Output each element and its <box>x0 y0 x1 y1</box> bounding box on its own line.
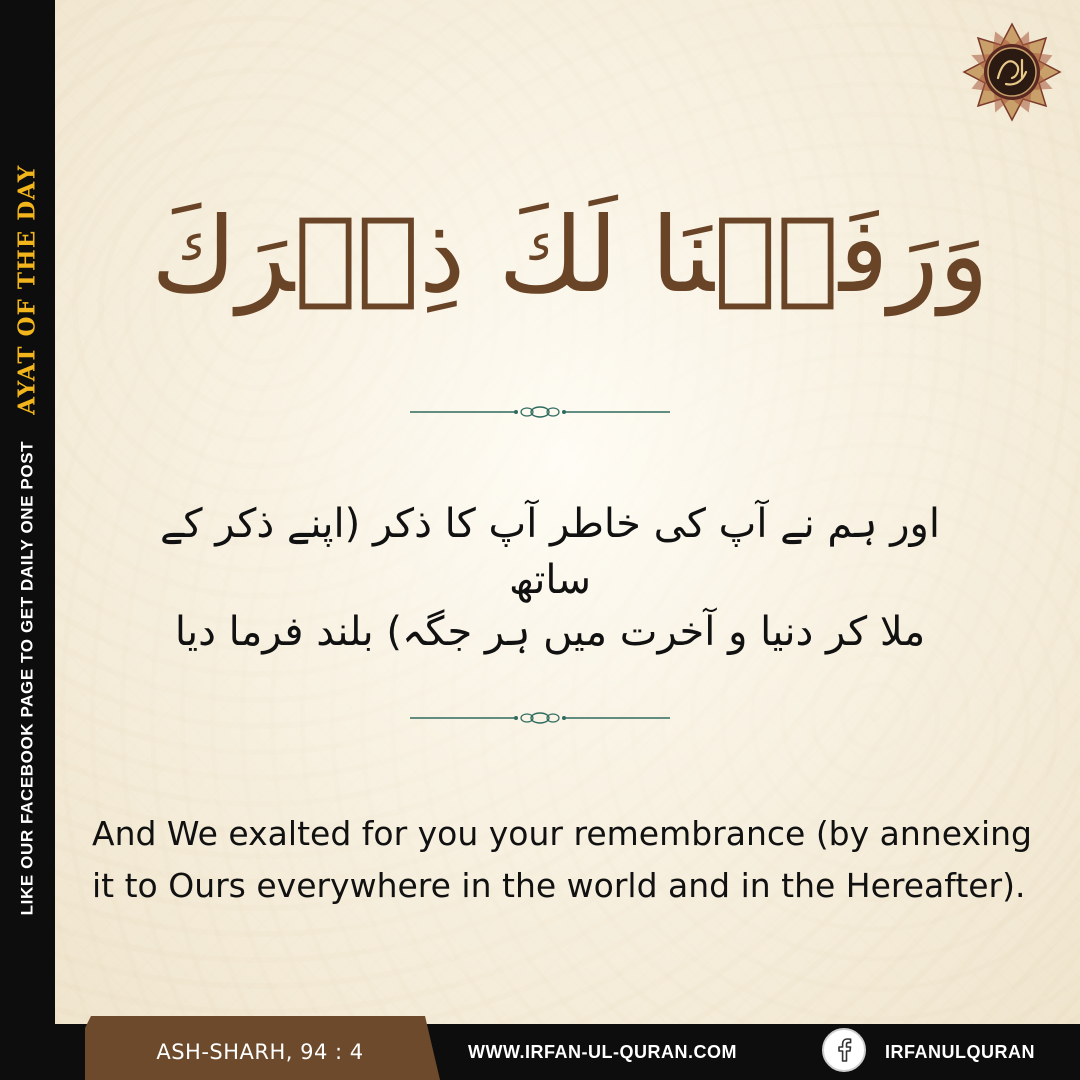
urdu-translation-line-1: اور ہم نے آپ کی خاطر آپ کا ذکر (اپنے ذکر کے ساتھ <box>160 501 940 603</box>
english-translation: And We exalted for you your remembrance (by annexing it to Ours everywhere in the world and in the Hereafter). <box>92 814 1032 905</box>
ornament-divider-top <box>410 402 670 422</box>
arabic-verse: وَرَفَعۡنَا لَكَ ذِكۡرَكَ <box>151 194 989 316</box>
logo-seal-icon <box>962 22 1062 122</box>
side-text <box>14 165 41 916</box>
side-cta-text: LIKE OUR FACEBOOK PAGE TO GET DAILY ONE POST <box>17 440 36 916</box>
side-title: AYAT OF THE DAY <box>13 164 41 415</box>
facebook-glyph-icon <box>824 1030 864 1070</box>
side-band <box>0 0 55 1080</box>
ornament-divider-bottom <box>410 708 670 728</box>
urdu-translation-line-2: ملا کر دنیا و آخرت میں ہر جگہ) بلند فرما دیا <box>174 609 926 655</box>
surah-reference: ASH-SHARH, 94 : 4 <box>156 1040 364 1064</box>
website-link[interactable]: WWW.IRFAN-UL-QURAN.COM <box>468 1042 737 1062</box>
facebook-icon[interactable] <box>822 1028 866 1072</box>
facebook-handle[interactable]: IRFANULQURAN <box>885 1042 1035 1062</box>
